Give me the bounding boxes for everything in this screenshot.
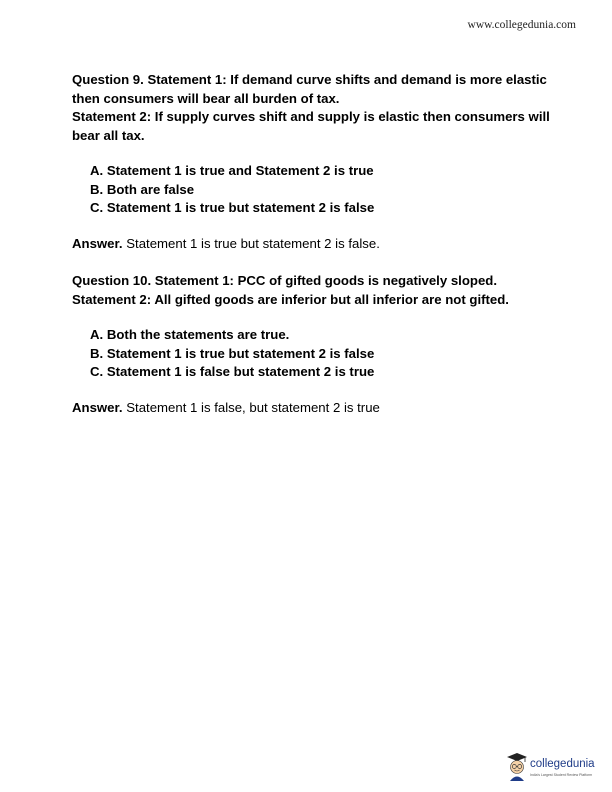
mascot-icon xyxy=(506,752,528,782)
question-10-option-a: A. Both the statements are true. xyxy=(90,327,290,342)
question-9-answer xyxy=(72,235,552,254)
answer-label: Answer. xyxy=(72,399,123,415)
question-10-answer xyxy=(72,399,552,418)
question-9-options xyxy=(72,162,552,218)
question-9-option-c: C. Statement 1 is true but statement 2 is false xyxy=(90,200,375,215)
question-9-statement-2: Statement 2: If supply curves shift and supply is elastic then consumers will bear all tax. xyxy=(72,109,550,143)
question-10-statement-2: Statement 2: All gifted goods are inferior but all inferior are not gifted. xyxy=(72,291,509,307)
question-10-option-c: C. Statement 1 is false but statement 2 is true xyxy=(90,364,375,379)
document-body xyxy=(72,71,552,417)
question-9-title: Question 9. Statement 1: If demand curve shifts and demand is more elastic then consumers will bear all burden of tax. xyxy=(72,72,547,106)
question-10-option-b: B. Statement 1 is true but statement 2 is false xyxy=(90,345,375,361)
collegedunia-logo xyxy=(506,752,606,784)
site-url: www.collegedunia.com xyxy=(467,19,576,31)
question-10-options xyxy=(72,326,552,382)
question-9-option-b: B. Both are false xyxy=(90,181,195,197)
logo-tagline: India's Largest Student Review Platform xyxy=(530,773,593,777)
answer-text: Statement 1 is false, but statement 2 is true xyxy=(122,399,380,415)
answer-label: Answer. xyxy=(72,235,123,251)
answer-text: Statement 1 is true but statement 2 is false. xyxy=(122,235,380,251)
logo-wordmark: collegedunia xyxy=(530,758,595,770)
question-9-option-a: A. Statement 1 is true and Statement 2 is true xyxy=(90,163,374,178)
question-10-title: Question 10. Statement 1: PCC of gifted goods is negatively sloped. xyxy=(72,273,498,288)
